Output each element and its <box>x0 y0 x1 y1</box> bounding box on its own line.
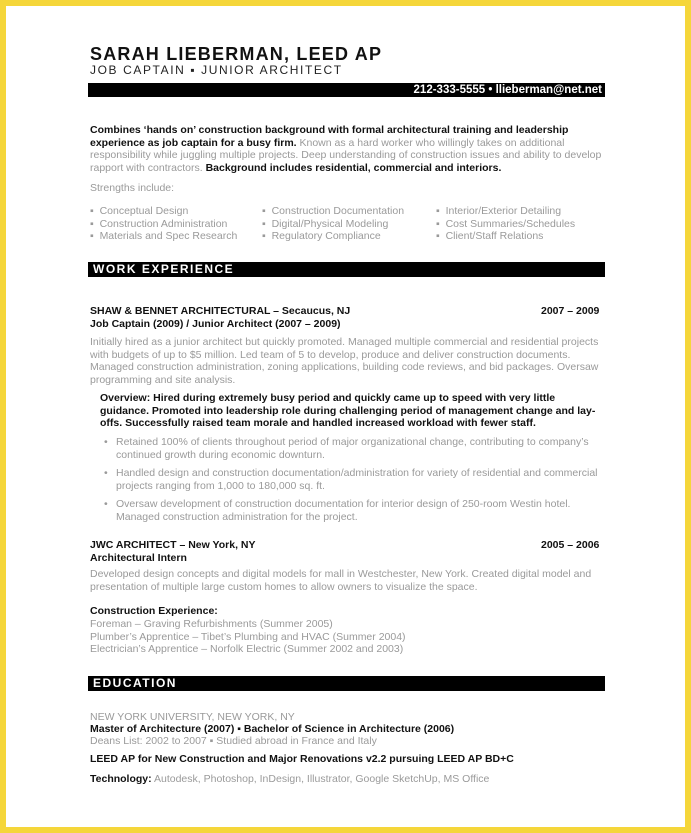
technology-label: Technology: <box>90 773 152 785</box>
job-company: SHAW & BENNET ARCHITECTURAL – Secaucus, NJ <box>90 305 351 317</box>
contact-bar <box>88 83 605 97</box>
school-name: NEW YORK UNIVERSITY, NEW YORK, NY <box>90 711 295 723</box>
candidate-name: SARAH LIEBERMAN, LEED AP <box>90 44 383 64</box>
achievement-item: • Oversaw development of construction documentation for interior design of 250-room Westin hotel. Managed construction administration for the project. <box>102 498 604 523</box>
strengths-label: Strengths include: <box>90 182 175 194</box>
construction-item: Plumber’s Apprentice – Tibet’s Plumbing and HVAC (Summer 2004) <box>90 630 406 643</box>
work-experience-header <box>88 262 605 277</box>
construction-label: Construction Experience: <box>90 605 218 617</box>
summary-closing: Background includes residential, commercial and interiors. <box>205 161 502 174</box>
contact-info: 212-333-5555 • llieberman@net.net <box>413 84 602 96</box>
achievement-item: • Handled design and construction documentation/administration for variety of residential and commercial projects ranging from 1,000 to 180,000 sq. ft. <box>102 467 604 492</box>
job-role: Job Captain (2009) / Junior Architect (2007 – 2009) <box>90 318 341 330</box>
summary-lead: Combines ‘hands on’ construction background with formal architectural training and leadership experience as job captain for a busy firm. <box>90 124 569 149</box>
job-description: Initially hired as a junior architect but quickly promoted. Managed multiple commercial and residential projects with budgets of up to $5 million. Led team of 5 to develop, produce and deliver construction documents. Managed construction administration, zoning applications, building code reviews, and bid packages. Oversaw programming and site analysis. <box>90 336 599 386</box>
strengths-column-1 <box>90 205 237 243</box>
job-achievements <box>102 436 604 529</box>
job-years: 2007 – 2009 <box>541 305 600 317</box>
strength-item: ▪ Construction Administration <box>90 217 228 230</box>
degrees: Master of Architecture (2007) ▪ Bachelor of Science in Architecture (2006) <box>90 723 455 735</box>
strength-item: ▪ Digital/Physical Modeling <box>262 217 389 230</box>
strengths-column-2 <box>262 205 404 243</box>
technology-list: Autodesk, Photoshop, InDesign, Illustrator, Google SketchUp, MS Office <box>153 773 490 785</box>
strength-item: ▪ Interior/Exterior Detailing <box>436 205 562 217</box>
strength-item: ▪ Construction Documentation <box>262 205 405 217</box>
section-title: EDUCATION <box>93 676 177 690</box>
strength-item: ▪ Regulatory Compliance <box>262 230 381 242</box>
resume-page <box>6 6 685 827</box>
job-description: Developed design concepts and digital models for mall in Westchester, New York. Created digital model and presentation of multiple large custom homes to allow owners to visualize the space. <box>90 568 592 593</box>
achievement-item: • Retained 100% of clients throughout period of major organizational change, contributing to company’s continued growth during economic downturn. <box>102 436 604 461</box>
technology-line <box>90 773 489 786</box>
summary-paragraph <box>90 124 604 174</box>
strength-item: ▪ Conceptual Design <box>90 205 189 217</box>
strengths-column-3 <box>436 205 575 243</box>
construction-item: Foreman – Graving Refurbishments (Summer 2005) <box>90 618 333 630</box>
leed-credential: LEED AP for New Construction and Major Renovations v2.2 pursuing LEED AP BD+C <box>90 753 514 765</box>
strength-item: ▪ Cost Summaries/Schedules <box>436 217 576 230</box>
strength-item: ▪ Client/Staff Relations <box>436 230 544 242</box>
education-header <box>88 676 605 691</box>
job-years: 2005 – 2006 <box>541 539 600 551</box>
construction-list <box>90 618 406 656</box>
section-title: WORK EXPERIENCE <box>93 262 235 276</box>
honors: Deans List: 2002 to 2007 ▪ Studied abroad in France and Italy <box>90 735 377 747</box>
job-role: Architectural Intern <box>90 552 187 564</box>
strength-item: ▪ Materials and Spec Research <box>90 230 238 242</box>
candidate-title: JOB CAPTAIN ▪ JUNIOR ARCHITECT <box>90 63 343 77</box>
construction-item: Electrician’s Apprentice – Norfolk Electric (Summer 2002 and 2003) <box>90 643 404 655</box>
summary-body: Known as a hard worker who willingly takes on additional responsibility while juggling multiple projects. Deep understanding of construction issues and ability to develop rapport with contractors. <box>90 136 602 174</box>
job-overview: Overview: Hired during extremely busy period and quickly came up to speed with very little guidance. Promoted into leadership role during challenging period of management change and lay-offs. Successfully raised team morale and handled increased workload with fewer staff. <box>100 392 596 429</box>
job-company: JWC ARCHITECT – New York, NY <box>90 539 256 551</box>
